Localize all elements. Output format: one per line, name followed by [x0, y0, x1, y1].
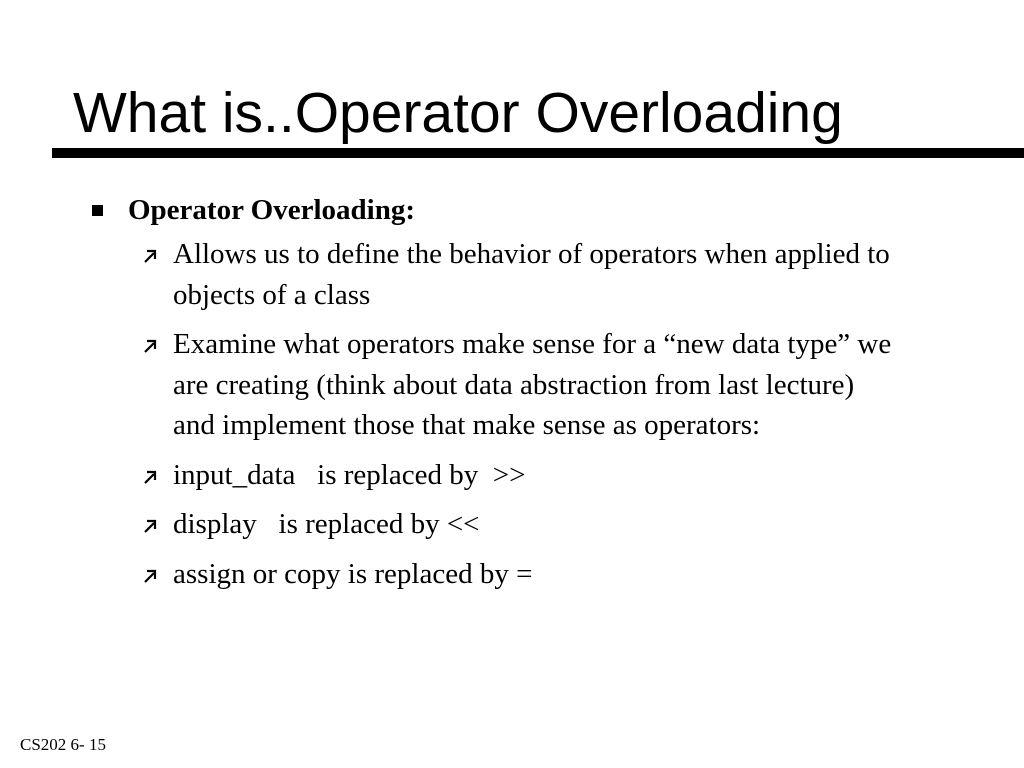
list-item-text: Allows us to define the behavior of operators when applied to objects of a class	[173, 238, 890, 311]
list-item-text: Examine what operators make sense for a “new data type” we are creating (think about data abstraction from last lecture) and implement those that make sense as operators:	[173, 328, 892, 441]
arrow-up-right-icon	[142, 456, 158, 494]
arrow-up-right-icon	[142, 505, 158, 543]
slide-body	[90, 190, 990, 603]
square-bullet-icon	[92, 205, 103, 216]
arrow-up-right-icon	[142, 325, 158, 363]
slide-footer: CS202 6- 15	[20, 735, 106, 754]
list-item-text: display is replaced by <<	[173, 508, 480, 540]
arrow-up-right-icon	[142, 555, 158, 593]
list-item	[90, 455, 893, 496]
title-underline	[52, 148, 1024, 158]
arrow-up-right-icon	[142, 235, 158, 273]
sub-bullet-list	[90, 234, 990, 594]
list-item	[90, 234, 893, 315]
bullet-heading	[90, 190, 990, 234]
list-item-text: input_data is replaced by >>	[173, 458, 526, 491]
list-item-text: assign or copy is replaced by =	[173, 557, 533, 590]
slide-title: What is..Operator Overloading	[73, 81, 843, 145]
list-item	[90, 554, 893, 595]
list-item	[90, 324, 893, 446]
bullet-heading-text: Operator Overloading:	[128, 194, 416, 226]
list-item	[90, 504, 893, 545]
